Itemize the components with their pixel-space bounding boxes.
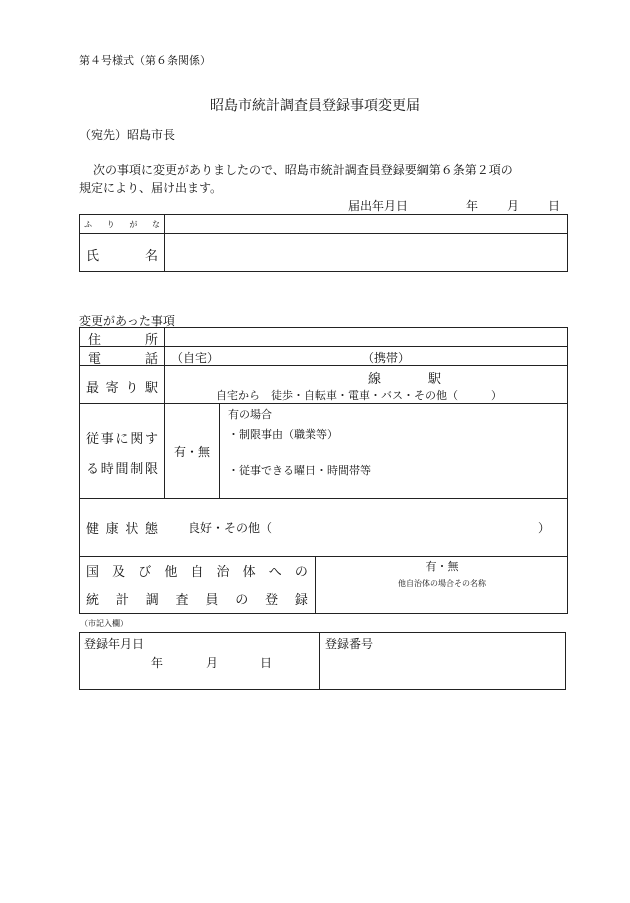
registration-date-label: 登録年月日 [84, 637, 145, 651]
submission-date-label: 届出年月日 [348, 199, 409, 213]
name-field[interactable] [166, 235, 566, 270]
available-times-field[interactable] [228, 478, 564, 495]
changes-heading: 変更があった事項 [79, 314, 175, 328]
station-suffix-label: 駅 [428, 372, 442, 387]
furigana-field[interactable] [166, 216, 566, 232]
health-close-paren: ） [538, 521, 551, 535]
name-label: 氏 名 [86, 249, 158, 264]
phone-label: 電 話 [88, 352, 158, 367]
date-year: 年 [466, 199, 479, 213]
time-limit-label-line1: 従 事 に 関 す [86, 432, 158, 447]
health-other-field[interactable] [285, 516, 533, 536]
address-field[interactable] [166, 329, 566, 345]
nearest-station-label: 最 寄 り 駅 [86, 381, 158, 396]
health-label: 健 康 状 態 [86, 522, 158, 537]
registration-number-field[interactable] [325, 652, 561, 686]
address-label: 住 所 [88, 333, 158, 348]
other-registration-yes-no[interactable]: 有・無 [425, 560, 459, 573]
other-registration-label-line1: 国 及 び 他 自 治 体 へ の [86, 565, 308, 580]
other-registration-label-line2: 統 計 調 査 員 の 登 録 [86, 593, 308, 608]
furigana-label: ふ り が な [84, 220, 160, 229]
time-limit-yes-no[interactable]: 有・無 [174, 445, 211, 459]
health-options[interactable]: 良好・その他（ [188, 521, 273, 535]
date-day: 日 [548, 199, 561, 213]
page-title: 昭島市統計調査員登録事項変更届 [210, 98, 420, 114]
other-municipality-name-note: 他自治体の場合その名称 [398, 579, 486, 588]
form-number: 第４号様式（第６条関係） [79, 54, 211, 67]
line-name-field[interactable] [220, 367, 360, 385]
addressee: （宛先）昭島市長 [79, 128, 176, 142]
office-use-label: （市記入欄） [80, 619, 128, 628]
registration-date-year: 年 [151, 656, 164, 670]
phone-mobile-field[interactable] [410, 348, 565, 364]
if-yes-label: 有の場合 [228, 408, 272, 421]
line-label: 線 [368, 372, 382, 387]
station-name-field[interactable] [388, 367, 424, 385]
phone-home-field[interactable] [218, 348, 358, 364]
transport-options[interactable]: 自宅から 徒歩・自転車・電車・バス・その他（ ） [216, 389, 502, 402]
intro-line-1: 次の事項に変更がありましたので、昭島市統計調査員登録要綱第６条第２項の [93, 163, 513, 177]
restriction-reason-field[interactable] [228, 442, 564, 458]
registration-date-day: 日 [260, 656, 273, 670]
restriction-reason-label: ・制限事由（職業等） [228, 428, 338, 441]
phone-mobile-label: （携帯） [362, 351, 411, 365]
registration-number-label: 登録番号 [325, 637, 374, 651]
available-times-label: ・従事できる曜日・時間帯等 [228, 464, 371, 477]
date-month: 月 [507, 199, 520, 213]
phone-home-label: （自宅） [171, 351, 220, 365]
intro-line-2: 規定により、届け出ます。 [79, 181, 223, 195]
registration-date-month: 月 [206, 656, 219, 670]
time-limit-label-line2: る 時 間 制 限 [86, 462, 158, 477]
other-municipality-name-field[interactable] [320, 590, 564, 611]
